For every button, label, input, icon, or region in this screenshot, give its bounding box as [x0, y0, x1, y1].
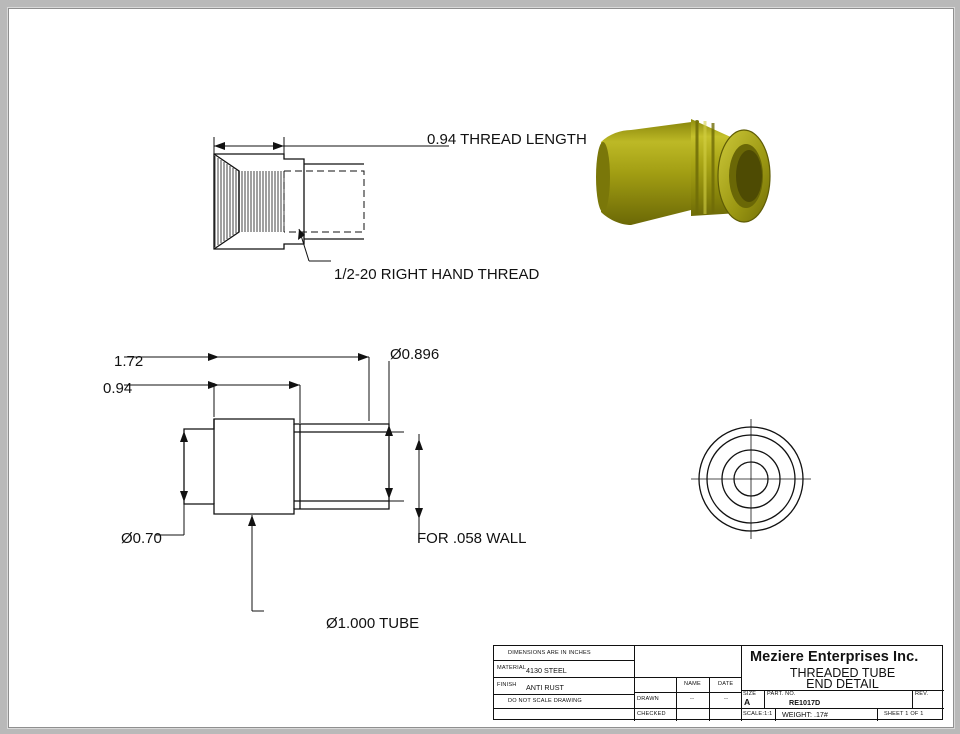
tb-hline-h — [741, 708, 944, 709]
tb-divider-3 — [676, 677, 677, 721]
drawing-title-line2: END DETAIL — [806, 677, 879, 691]
part-no-value: RE1017D — [789, 698, 821, 707]
drawing-sheet — [8, 8, 954, 728]
date-label: DATE — [718, 681, 734, 687]
name-label: NAME — [684, 681, 701, 687]
checked-label: CHECKED — [637, 711, 666, 717]
size-label: SIZE — [743, 691, 757, 697]
size-value: A — [744, 697, 751, 707]
rev-label: REV. — [915, 691, 929, 697]
finish-label: FINISH — [497, 682, 517, 688]
drawn-name: -- — [690, 696, 695, 702]
drawing-title-line1: THREADED TUBE — [789, 666, 896, 680]
end-view-circles — [681, 409, 821, 549]
tb-hline-b — [494, 677, 634, 678]
sheet-label: SHEET 1 OF 1 — [884, 711, 924, 717]
weight-label: WEIGHT: .17# — [782, 710, 828, 719]
dimension-1-72-label: 1.72 — [114, 353, 144, 370]
dimensions-note: DIMENSIONS ARE IN INCHES — [508, 650, 591, 656]
tb-hline-e — [634, 677, 741, 678]
wall-thickness-note: FOR .058 WALL — [417, 530, 527, 547]
diameter-0-70-label: Ø0.70 — [121, 530, 162, 547]
thread-length-annotation: 0.94 THREAD LENGTH — [427, 131, 587, 148]
thread-spec-annotation: 1/2-20 RIGHT HAND THREAD — [334, 266, 540, 283]
tb-divider-4 — [709, 677, 710, 721]
isometric-model-view — [579, 104, 789, 269]
company-name: Meziere Enterprises Inc. — [750, 649, 919, 665]
drawn-date: -- — [724, 696, 729, 702]
tb-divider-5 — [764, 690, 765, 708]
material-label: MATERIAL — [497, 665, 527, 671]
tb-hline-c — [494, 694, 634, 695]
finish-value: ANTI RUST — [526, 683, 564, 692]
bottom-left-dimensioned-view — [104, 339, 574, 639]
tube-diameter-note: Ø1.000 TUBE — [326, 615, 420, 632]
dimension-0-94-label: 0.94 — [103, 380, 133, 397]
scale-label: SCALE:1:1 — [743, 711, 773, 717]
tb-divider-1 — [634, 646, 635, 721]
tb-hline-d — [494, 708, 741, 709]
drawn-label: DRAWN — [637, 696, 659, 702]
material-value: 4130 STEEL — [526, 666, 567, 675]
part-no-label: PART. NO. — [767, 691, 796, 697]
tb-hline-f — [634, 692, 741, 693]
diameter-0-896-label: Ø0.896 — [390, 346, 440, 363]
tb-divider-8 — [877, 708, 878, 721]
do-not-scale-note: DO NOT SCALE DRAWING — [508, 698, 582, 704]
tb-hline-a — [494, 660, 634, 661]
title-block — [493, 645, 943, 720]
tb-divider-7 — [775, 708, 776, 721]
tb-divider-6 — [912, 690, 913, 708]
